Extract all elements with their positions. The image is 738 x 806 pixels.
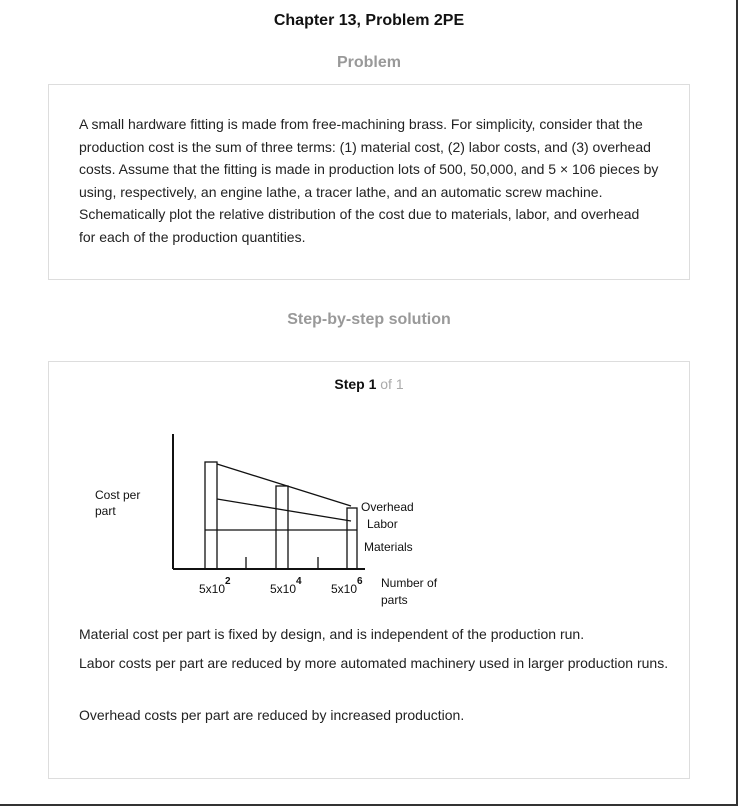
tick-base: 5x10 (331, 582, 358, 596)
materials-label: Materials (364, 540, 413, 554)
page-title: Chapter 13, Problem 2PE (273, 12, 465, 29)
step-indicator (49, 376, 689, 392)
step-number: Step 1 (334, 376, 377, 392)
tick-exponent: 2 (225, 576, 231, 587)
solution-heading: Step-by-step solution (287, 311, 451, 328)
x-tick-label-mid (270, 576, 302, 596)
y-axis-label-line2: part (95, 504, 116, 518)
labor-line (217, 499, 351, 521)
solution-box (48, 361, 690, 779)
explanation-paragraph-overhead: Overhead costs per part are reduced by increased production. (79, 707, 465, 723)
problem-box (48, 84, 690, 280)
problem-text: A small hardware fitting is made from free-machining brass. For simplicity, consider that the production cost is the sum of three terms: (1) material cost, (2) labor costs, and (3) overhead costs. Assume that the fitting is made in production lots of 500, 50,000, and 5 × 106 pieces by using, respectively, an engine lathe, a tracer lathe, and an automatic screw machine. Schematically plot the relative distribution of the cost due to materials, labor, and overhead for each of the production quantities. (79, 116, 659, 245)
x-tick-label-high (331, 576, 363, 596)
x-tick-label-low (199, 576, 231, 596)
x-axis-label-line2: parts (381, 593, 408, 607)
explanation-paragraph-materials: Material cost per part is fixed by design, and is independent of the production run. (79, 626, 585, 642)
tick-base: 5x10 (199, 582, 226, 596)
y-axis-label-line1: Cost per (95, 488, 141, 502)
explanation-paragraph-labor: Labor costs per part are reduced by more automated machinery used in larger production runs. (79, 655, 669, 671)
tick-base: 5x10 (270, 582, 297, 596)
problem-heading: Problem (336, 54, 401, 71)
labor-label: Labor (367, 517, 398, 531)
tick-exponent: 6 (357, 576, 363, 587)
bar-mid-volume (276, 486, 288, 569)
bar-high-volume (347, 508, 357, 569)
cost-distribution-diagram (89, 426, 449, 616)
overhead-line (217, 464, 351, 506)
step-total: of 1 (380, 376, 404, 392)
tick-exponent: 4 (296, 576, 302, 587)
bar-low-volume (205, 462, 217, 569)
x-axis-label-line1: Number of (381, 576, 438, 590)
overhead-label: Overhead (361, 500, 414, 514)
